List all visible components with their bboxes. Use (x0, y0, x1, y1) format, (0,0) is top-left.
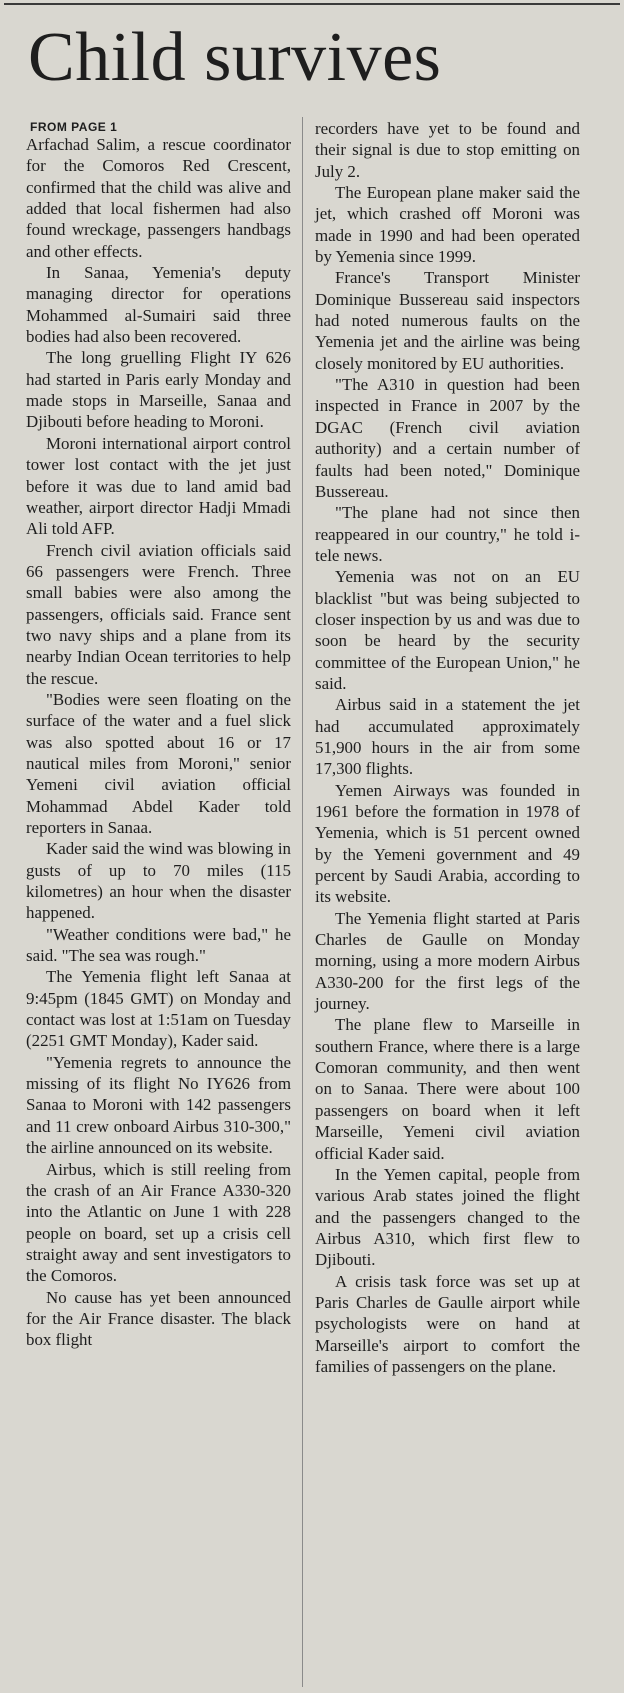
paragraph: "Weather conditions were bad," he said. "The sea was rough." (26, 924, 291, 966)
paragraph: The plane flew to Marseille in southern France, where there is a large Comoran community, and then went on to Sanaa. There were about 100 passengers on board when it left Marseille, Yemeni civil aviation official Kader said. (315, 1015, 580, 1163)
left-column (26, 118, 291, 1351)
paragraph: recorders have yet to be found and their signal is due to stop emitting on July 2. (315, 119, 580, 181)
paragraph: A crisis task force was set up at Paris Charles de Gaulle airport while psychologists were on hand at Marseille's airport to comfort the families of passengers on the plane. (315, 1271, 580, 1376)
paragraph: In Sanaa, Yemenia's deputy managing director for operations Mohammed al-Sumairi said three bodies had also been recovered. (26, 263, 291, 347)
kicker: FROM PAGE 1 (30, 120, 118, 134)
paragraph: In the Yemen capital, people from various Arab states joined the flight and the passengers changed to the Airbus A310, which first flew to Djibouti. (315, 1164, 580, 1270)
paragraph: The European plane maker said the jet, which crashed off Moroni was made in 1990 and had been operated by Yemenia since 1999. (315, 183, 580, 267)
paragraph: Yemenia was not on an EU blacklist "but was being subjected to closer inspection by us and was due to soon be heard by the security committee of the European Union," he said. (315, 567, 580, 693)
paragraph: The Yemenia flight started at Paris Charles de Gaulle on Monday morning, using a more modern Airbus A330-200 for the first legs of the journey. (315, 908, 580, 1014)
headline: Child survives (28, 19, 442, 96)
paragraph: "Yemenia regrets to announce the missing of its flight No IY626 from Sanaa to Moroni with 142 passengers and 11 crew onboard Airbus 310-300," the airline announced on its website. (26, 1052, 291, 1158)
paragraph: "The A310 in question had been inspected in France in 2007 by the DGAC (French civil aviation authority) and a certain number of faults had been noted," Dominique Bussereau. (315, 375, 580, 501)
paragraph: "Bodies were seen floating on the surface of the water and a fuel slick was also spotted about 16 or 17 nautical miles from Moroni," senior Yemeni civil aviation official Mohammad Abdel Kader told reporters in Sanaa. (26, 689, 291, 837)
paragraph: The long gruelling Flight IY 626 had started in Paris early Monday and made stops in Marseille, Sanaa and Djibouti before heading to Moroni. (26, 348, 291, 432)
paragraph: No cause has yet been announced for the Air France disaster. The black box flight (26, 1287, 291, 1350)
paragraph: Yemen Airways was founded in 1961 before the formation in 1978 of Yemenia, which is 51 percent owned by the Yemeni government and 49 percent by Saudi Arabia, according to its website. (315, 780, 580, 907)
paragraph: Airbus said in a statement the jet had accumulated approximately 51,900 hours in the air from some 17,300 flights. (315, 695, 580, 779)
paragraph: Airbus, which is still reeling from the crash of an Air France A330-320 into the Atlantic on June 1 with 228 people on board, set up a crisis cell straight away and sent investigators to the Comoros. (26, 1159, 291, 1286)
paragraph: France's Transport Minister Dominique Bussereau said inspectors had noted numerous faults on the Yemenia jet and the airline was being closely monitored by EU authorities. (315, 268, 580, 373)
paragraph: Moroni international airport control tower lost contact with the jet just before it was due to land amid bad weather, airport director Hadji Mmadi Ali told AFP. (26, 433, 291, 539)
paragraph: Arfachad Salim, a rescue coordinator for the Comoros Red Crescent, confirmed that the child was alive and added that local fishermen had also found wreckage, passengers handbags and other effects. (26, 135, 291, 261)
paragraph: The Yemenia flight left Sanaa at 9:45pm (1845 GMT) on Monday and contact was lost at 1:51am on Tuesday (2251 GMT Monday), Kader said. (26, 967, 291, 1051)
paragraph: Kader said the wind was blowing in gusts of up to 70 miles (115 kilometres) an hour when the disaster happened. (26, 839, 291, 923)
paragraph: French civil aviation officials said 66 passengers were French. Three small babies were also among the passengers, officials said. France sent two navy ships and a plane from its nearby Indian Ocean territories to help the rescue. (26, 540, 291, 688)
right-column (315, 118, 580, 1377)
top-rule (4, 3, 620, 5)
column-divider (302, 117, 303, 1687)
paragraph: "The plane had not since then reappeared in our country," he told i-tele news. (315, 503, 580, 565)
